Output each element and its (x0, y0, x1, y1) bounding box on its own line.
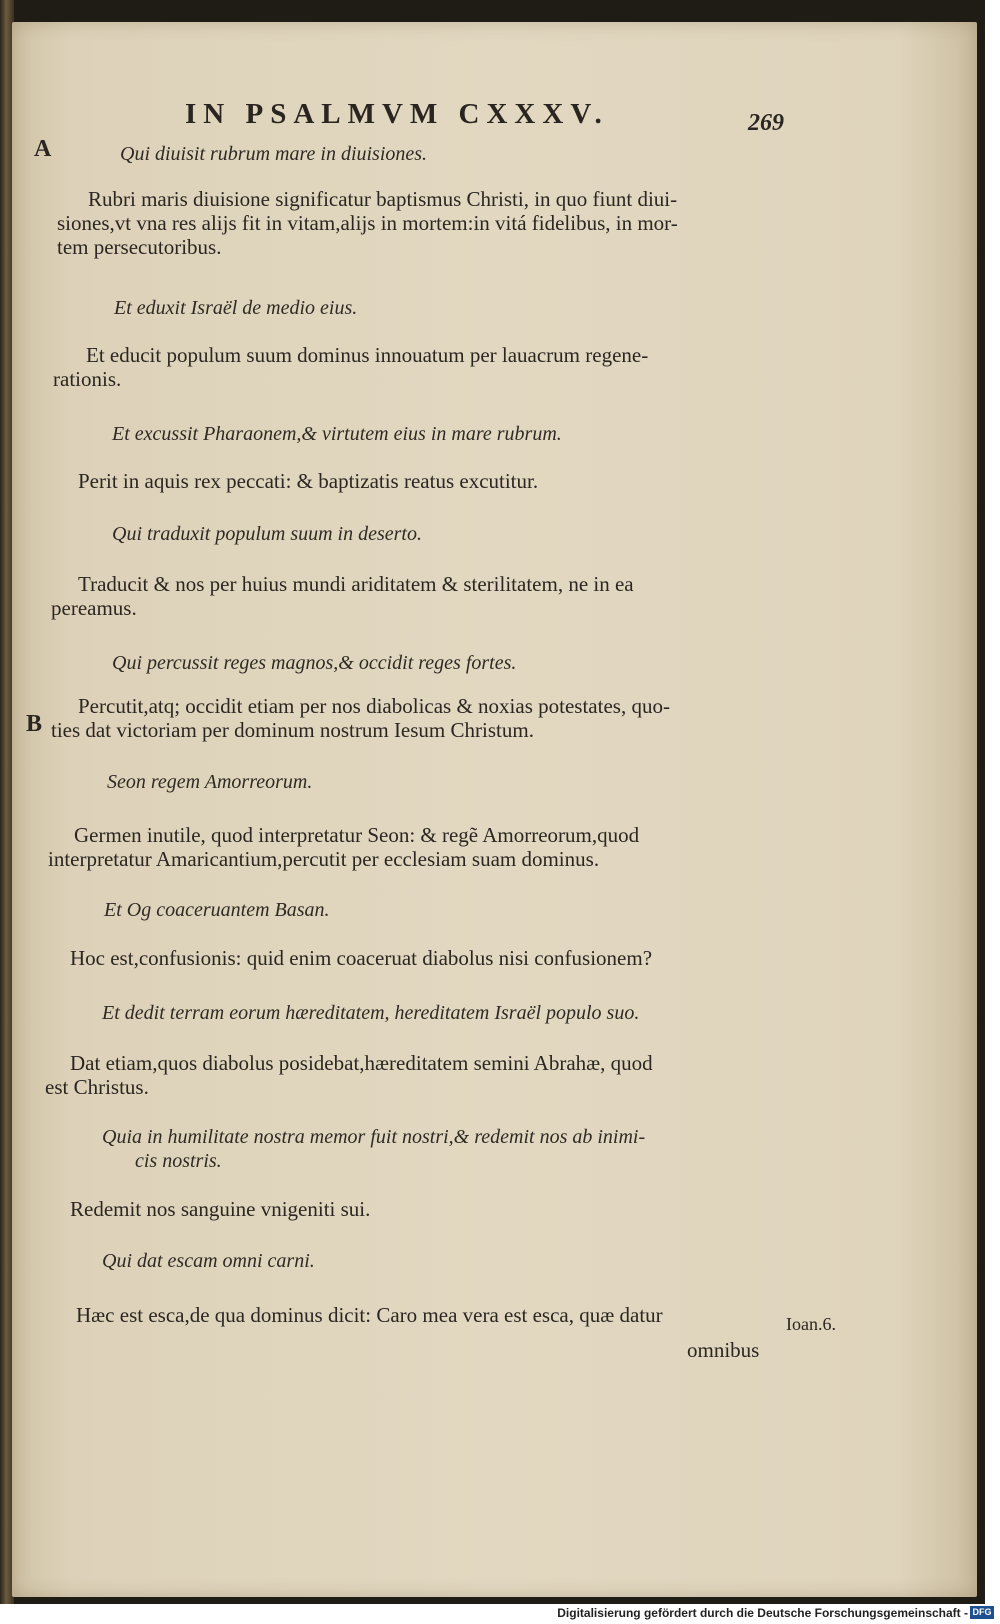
verse-line: cis nostris. (135, 1150, 222, 1172)
verse-line: Qui traduxit populum suum in deserto. (112, 523, 422, 545)
commentary-line: rationis. (53, 367, 122, 391)
commentary-line: tem persecutoribus. (57, 235, 222, 259)
verse-line: Qui dat escam omni carni. (102, 1250, 315, 1272)
funding-credit: Digitalisierung gefördert durch die Deutsche Forschungsgemeinschaft - (557, 1606, 968, 1620)
commentary-line: pereamus. (51, 596, 137, 620)
verse-line: Et eduxit Israël de medio eius. (114, 297, 358, 319)
running-title: IN PSALMVM CXXXV. (185, 98, 609, 130)
verse-line: Qui diuisit rubrum mare in diuisiones. (120, 143, 428, 165)
commentary-line: Percutit,atq; occidit etiam per nos diabolicas & noxias potestates, quo- (78, 694, 670, 718)
catchword: omnibus (687, 1338, 760, 1362)
margin-marker-b: B (26, 711, 43, 737)
margin-reference: Ioan.6. (786, 1314, 836, 1334)
commentary-line: Traducit & nos per huius mundi ariditatem & sterilitatem, ne in ea (78, 572, 634, 596)
commentary-line: siones,vt vna res alijs fit in vitam,alijs in mortem:in vitá fidelibus, in mor- (57, 211, 678, 235)
commentary-line: Germen inutile, quod interpretatur Seon: & regẽ Amorreorum,quod (74, 823, 640, 847)
commentary-line: Dat etiam,quos diabolus posidebat,hæreditatem semini Abrahæ, quod (70, 1051, 653, 1075)
verse-line: Et dedit terram eorum hæreditatem, hereditatem Israël populo suo. (102, 1002, 640, 1024)
commentary-line: interpretatur Amaricantium,percutit per ecclesiam suam dominus. (48, 847, 600, 871)
dfg-logo: DFG (970, 1606, 994, 1619)
commentary-line: Hæc est esca,de qua dominus dicit: Caro mea vera est esca, quæ datur (76, 1303, 663, 1327)
verse-line: Qui percussit reges magnos,& occidit reges fortes. (112, 652, 517, 674)
commentary-line: Hoc est,confusionis: quid enim coaceruat diabolus nisi confusionem? (70, 946, 653, 970)
page-number: 269 (748, 110, 784, 136)
verse-line: Et Og coaceruantem Basan. (104, 899, 330, 921)
commentary-line: ties dat victoriam per dominum nostrum Iesum Christum. (51, 718, 534, 742)
commentary-line: Rubri maris diuisione significatur baptismus Christi, in quo fiunt diui- (88, 187, 678, 211)
verse-line: Seon regem Amorreorum. (107, 771, 313, 793)
verse-line: Quia in humilitate nostra memor fuit nostri,& redemit nos ab inimi- (102, 1126, 646, 1148)
commentary-line: Et educit populum suum dominus innouatum per lauacrum regene- (86, 343, 649, 367)
margin-marker-a: A (34, 136, 52, 162)
commentary-line: Perit in aquis rex peccati: & baptizatis reatus excutitur. (78, 469, 539, 493)
commentary-line: est Christus. (45, 1075, 149, 1099)
verse-line: Et excussit Pharaonem,& virtutem eius in mare rubrum. (112, 423, 562, 445)
commentary-line: Redemit nos sanguine vnigeniti sui. (70, 1197, 371, 1221)
